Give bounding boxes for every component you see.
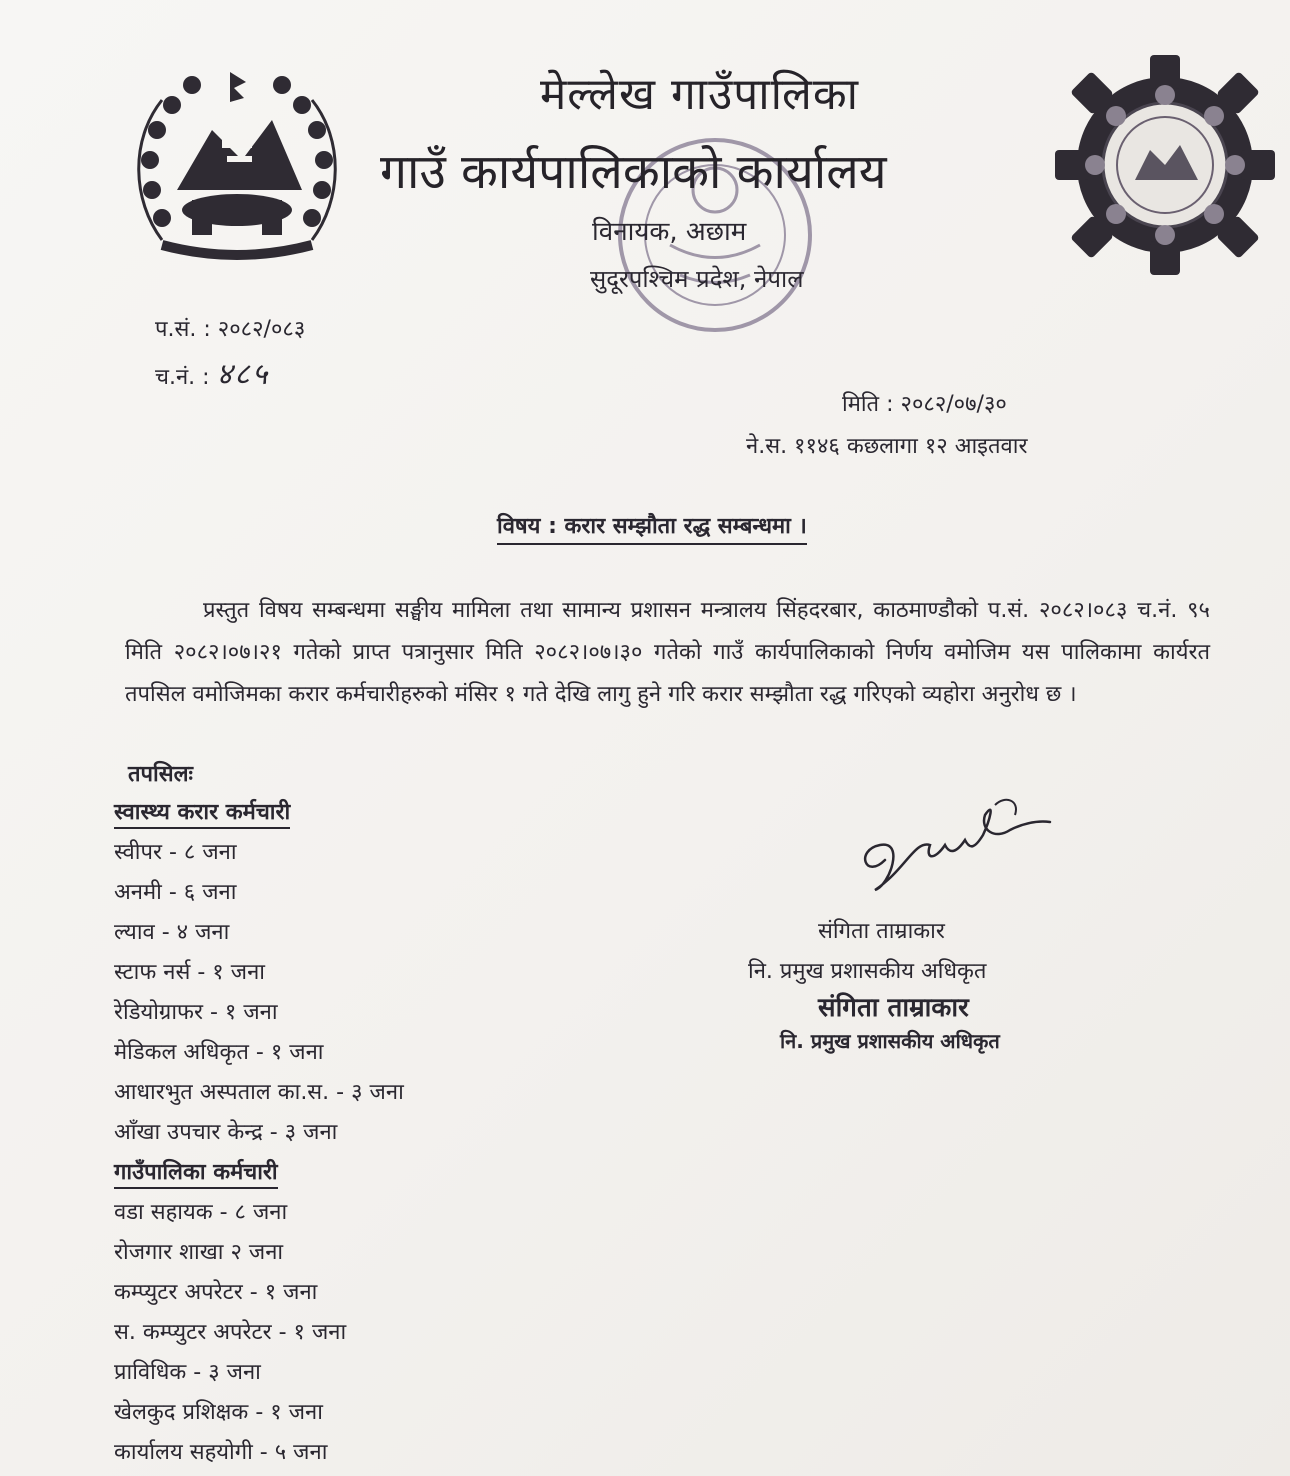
signatory-name: संगिता ताम्राकार — [818, 919, 945, 944]
reference-number — [155, 313, 305, 343]
list-item: खेलकुद प्रशिक्षक - १ जना — [114, 1400, 323, 1425]
list-item: कार्यालय सहयोगी - ५ जना — [114, 1440, 328, 1465]
dispatch-number — [155, 352, 269, 393]
dispatch-label: च.नं. : — [155, 365, 210, 390]
letter-date — [842, 388, 1007, 418]
nepal-emblem-icon — [122, 60, 352, 270]
list-item: आधारभुत अस्पताल का.स. - ३ जना — [114, 1080, 404, 1105]
list-item: स्वीपर - ८ जना — [114, 840, 237, 865]
list-item: मेडिकल अधिकृत - १ जना — [114, 1040, 324, 1065]
nepal-sambat-date: ने.स. ११४६ कछलागा १२ आइतवार — [746, 434, 1028, 459]
list-item: वडा सहायक - ८ जना — [114, 1200, 288, 1225]
office-name: गाउँ कार्यपालिकाको कार्यालय — [380, 144, 887, 200]
signatory-title: नि. प्रमुख प्रशासकीय अधिकृत — [748, 959, 987, 984]
list-item: स्टाफ नर्स - १ जना — [114, 960, 265, 985]
reference-value: २०८२/०८३ — [217, 317, 306, 342]
date-value: २०८२/०७/३० — [900, 392, 1007, 417]
dispatch-value: ४८५ — [216, 357, 270, 392]
list-item: प्राविधिक - ३ जना — [114, 1360, 261, 1385]
list-item: कम्प्युटर अपरेटर - १ जना — [114, 1280, 318, 1305]
signature-icon — [845, 790, 1065, 900]
health-section-title: स्वास्थ्य करार कर्मचारी — [114, 800, 290, 829]
list-item: रोजगार शाखा २ जना — [114, 1240, 284, 1265]
list-item: ल्याव - ४ जना — [114, 920, 230, 945]
list-item: स. कम्प्युटर अपरेटर - १ जना — [114, 1320, 347, 1345]
reference-label: प.सं. : — [155, 317, 211, 342]
list-item: अनमी - ६ जना — [114, 880, 237, 905]
letter-body: प्रस्तुत विषय सम्बन्धमा सङ्घीय मामिला तथा सामान्य प्रशासन मन्त्रालय सिंहदरबार, काठमाण्डौको प.सं. २०८२।०८३ च.नं. ९५ मिति २०८२।०७।२१ गतेको प्राप्त पत्रानुसार मिति २०८२।०७।३० गतेको गाउँ कार्यपालिकाको निर्णय वमोजिम यस पालिकामा कार्यरत तपसिल वमोजिमका करार कर्मचारीहरुको मंसिर १ गते देखि लागु हुने गरि करार सम्झौता रद्ध गरिएको व्यहोरा अनुरोध छ । — [125, 598, 1210, 707]
date-label: मिति : — [842, 392, 894, 417]
letter-subject: विषय : करार सम्झौता रद्ध सम्बन्धमा । — [497, 510, 807, 545]
list-item: रेडियोग्राफर - १ जना — [114, 1000, 278, 1025]
health-staff-list — [114, 793, 404, 1473]
office-location: विनायक, अछाम — [592, 217, 747, 247]
list-item: आँखा उपचार केन्द्र - ३ जना — [114, 1120, 338, 1145]
municipality-gear-icon — [1050, 50, 1280, 280]
signatory-name-stamp: संगिता ताम्राकार — [818, 993, 969, 1023]
municipal-section-title: गाउँपालिका कर्मचारी — [114, 1160, 278, 1189]
municipality-name: मेल्लेख गाउँपालिका — [540, 69, 860, 120]
office-province: सुदूरपश्चिम प्रदेश, नेपाल — [590, 265, 804, 293]
signatory-title-stamp: नि. प्रमुख प्रशासकीय अधिकृत — [780, 1029, 1000, 1053]
details-label: तपसिलः — [128, 762, 193, 787]
